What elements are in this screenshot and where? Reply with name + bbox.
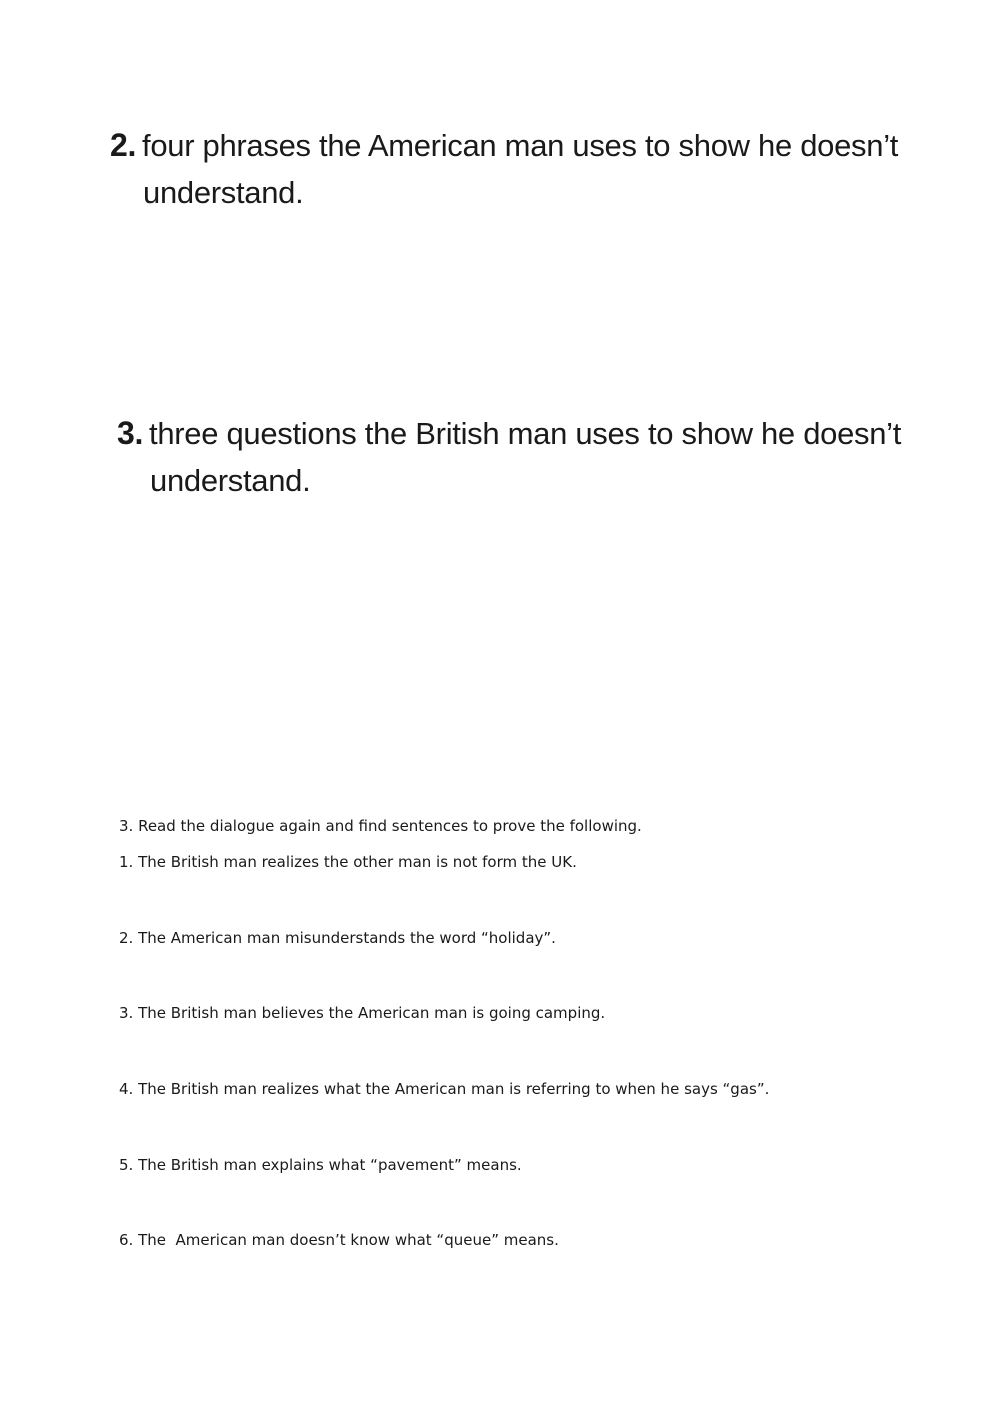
question-2 [110,122,898,216]
question-2-number: 2. [110,127,137,163]
question-3-number: 3. [117,415,144,451]
exercise-item-5: 5. The British man explains what “pavement” means. [119,1156,522,1174]
question-3-line-1 [117,410,901,457]
question-3 [117,410,901,504]
exercise-item-4: 4. The British man realizes what the American man is referring to when he says “gas”. [119,1080,770,1098]
question-2-line-1 [110,122,898,169]
question-3-line-2: understand. [150,463,311,498]
question-2-line-2: understand. [143,175,304,210]
exercise-item-3: 3. The British man believes the American man is going camping. [119,1004,606,1022]
exercise-instruction: 3. Read the dialogue again and find sentences to prove the following. [119,817,642,835]
question-3-text: three questions the British man uses to show he doesn’t [149,416,902,451]
question-2-text: four phrases the American man uses to show he doesn’t [142,128,899,163]
exercise-item-2: 2. The American man misunderstands the word “holiday”. [119,929,556,947]
exercise-item-6: 6. The American man doesn’t know what “queue” means. [119,1231,559,1249]
exercise-item-1: 1. The British man realizes the other man is not form the UK. [119,853,577,871]
